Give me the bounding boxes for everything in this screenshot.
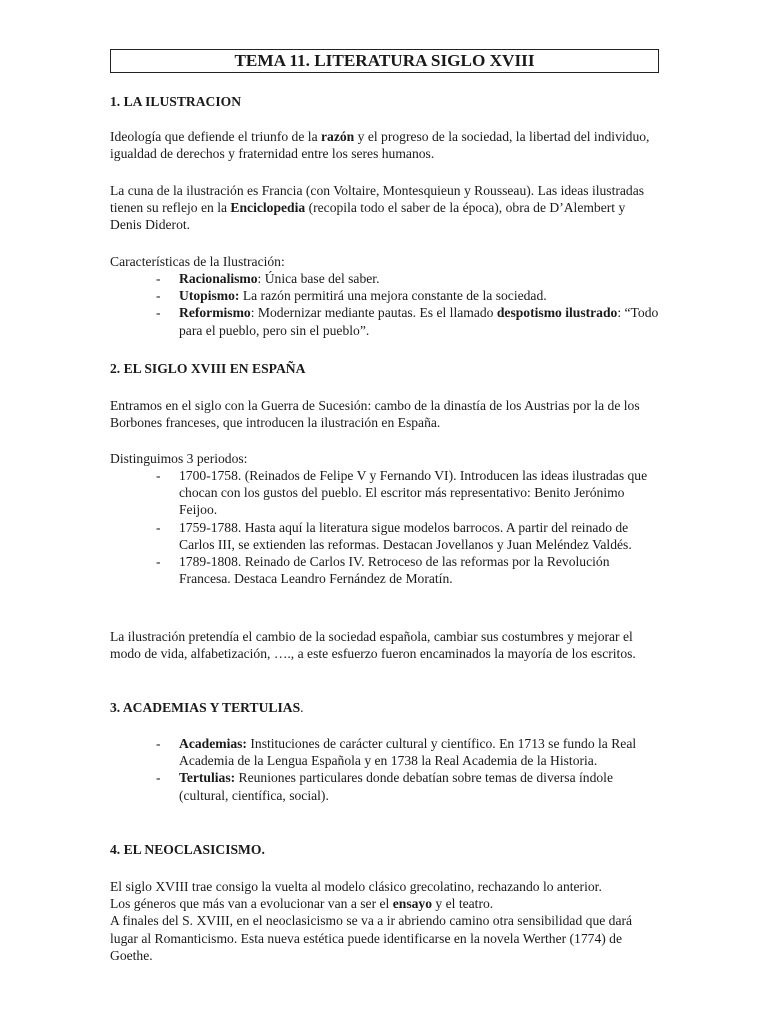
list-item: - 1700-1758. (Reinados de Felipe V y Fernando VI). Introducen las ideas ilustradas que chocan con los gustos del pueblo. El escritor más representativo: Benito Jerónimo Feijoo. — [156, 468, 648, 518]
section-4-heading: 4. EL NEOCLASICISMO. — [110, 842, 265, 857]
s3-list — [110, 735, 660, 804]
s4-paragraph: El siglo XVIII trae consigo la vuelta al modelo clásico grecolatino, rechazando lo anterior. Los géneros que más van a evolucionar van a ser el ensayo y el teatro. A finales del S. XVIII, en el neoclasicismo se va a ir abriendo camino otra sensibilidad que dará lugar al Romanticismo. Esta nueva estética puede identificarse en la novela Werther (1774) de Goethe. — [110, 879, 633, 963]
s2-paragraph-2: La ilustración pretendía el cambio de la sociedad española, cambiar sus costumbres y mejorar el modo de vida, alfabetización, …., a este esfuerzo fueron encaminados la mayoría de los escritos. — [110, 629, 636, 662]
s1-paragraph-2: La cuna de la ilustración es Francia (con Voltaire, Montesquieun y Rousseau). Las ideas ilustradas tienen su reflejo en la Enciclopedia (recopila todo el saber de la época), obra de D’Alembert y Denis Diderot. — [110, 183, 645, 233]
list-item: - Tertulias: Reuniones particulares donde debatían sobre temas de diversa índole (cultural, científica, social). — [156, 770, 613, 803]
document-title: TEMA 11. LITERATURA SIGLO XVIII — [110, 49, 659, 73]
list-item: - 1789-1808. Reinado de Carlos IV. Retroceso de las reformas por la Revolución Francesa. Destaca Leandro Fernández de Moratín. — [156, 554, 610, 587]
s2-list-intro: Distinguimos 3 periodos: — [110, 451, 248, 466]
list-item: - Utopismo: La razón permitirá una mejora constante de la sociedad. — [156, 288, 547, 304]
list-item: - 1759-1788. Hasta aquí la literatura sigue modelos barrocos. A partir del reinado de Carlos III, se extienden las reformas. Destacan Jovellanos y Juan Meléndez Valdés. — [156, 519, 632, 552]
s2-periods-list — [110, 467, 660, 587]
s1-characteristics-list — [110, 270, 660, 339]
list-item: - Academias: Instituciones de carácter cultural y científico. En 1713 se fundo la Real Academia de la Lengua Española y en 1738 la Real Academia de la Historia. — [156, 736, 637, 769]
s1-list-intro: Características de la Ilustración: — [110, 254, 285, 269]
s1-paragraph-1: Ideología que defiende el triunfo de la razón y el progreso de la sociedad, la libertad del individuo, igualdad de derechos y fraternidad entre los seres humanos. — [110, 129, 650, 162]
list-item: - Racionalismo: Única base del saber. — [156, 271, 380, 286]
section-1-heading: 1. LA ILUSTRACION — [110, 94, 242, 109]
section-2-heading: 2. EL SIGLO XVIII EN ESPAÑA — [110, 361, 306, 376]
list-item: - Reformismo: Modernizar mediante pautas. Es el llamado despotismo ilustrado: “Todo para el pueblo, pero sin el pueblo”. — [156, 305, 659, 338]
section-3-heading: 3. ACADEMIAS Y TERTULIAS. — [110, 700, 304, 715]
s2-paragraph-1: Entramos en el siglo con la Guerra de Sucesión: cambo de la dinastía de los Austrias por la de los Borbones franceses, que introducen la ilustración en España. — [110, 398, 640, 431]
